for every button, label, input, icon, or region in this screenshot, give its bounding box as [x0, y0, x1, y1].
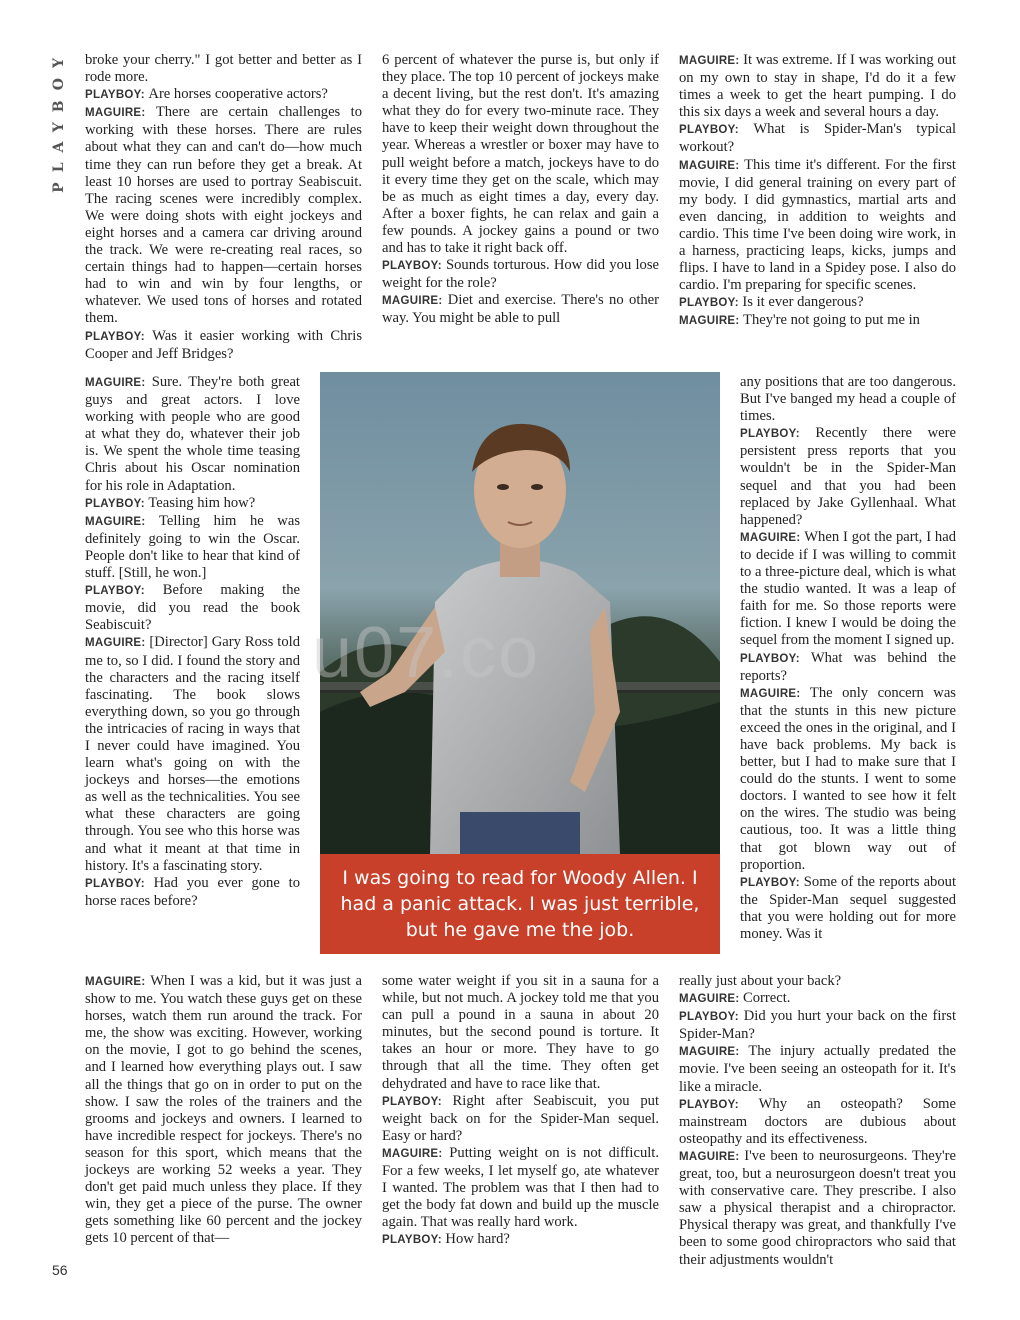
paragraph-text: some water weight if you sit in a sauna for a while, but not much. A jockey told me that you can pull a pound in a sauna in about 20 minutes, but the second pound is torture. It takes an hour or more. They have to go through that all the time. They often get dehydrated and have to race like that.: [382, 973, 659, 1092]
interview-paragraph: [382, 52, 659, 257]
paragraph-text: They're not going to put me in: [743, 312, 920, 329]
interview-paragraph: [382, 292, 659, 327]
pull-quote: I was going to read for Woody Allen. I had a panic attack. I was just terrible, but he gave me the job.: [320, 854, 720, 954]
column-3-mid: [740, 374, 956, 943]
paragraph-text: What is Spider-Man's typical workout?: [679, 121, 956, 156]
interview-paragraph: [679, 1148, 956, 1269]
interview-paragraph: [679, 973, 956, 990]
speaker-label: PLAYBOY:: [740, 428, 816, 441]
interview-paragraph: [679, 52, 956, 121]
paragraph-text: Correct.: [743, 990, 791, 1007]
paragraph-text: Why an osteopath? Some mainstream doctors are dubious about osteopathy and its effectiveness.: [679, 1095, 956, 1147]
side-label-text: PLAYBOY: [51, 48, 67, 193]
paragraph-text: Sounds torturous. How did you lose weight for the role?: [382, 257, 660, 292]
interview-paragraph: [85, 86, 362, 104]
paragraph-text: broke your cherry." I got better and better as I rode more.: [85, 52, 362, 86]
interview-paragraph: [382, 257, 659, 292]
speaker-label: MAGUIRE:: [382, 1147, 450, 1160]
interview-paragraph: [382, 973, 659, 1093]
interview-paragraph: [740, 685, 956, 874]
speaker-label: MAGUIRE:: [382, 295, 448, 308]
interview-paragraph: [85, 634, 300, 874]
paragraph-text: Putting weight on is not difficult. For a few weeks, I let myself go, ate whatever I wanted. The problem was that I then had to get the body fat down and build up the muscle again. That was really hard work.: [382, 1144, 659, 1231]
interview-paragraph: [85, 52, 362, 86]
speaker-label: PLAYBOY:: [382, 1095, 453, 1108]
speaker-label: PLAYBOY:: [85, 877, 154, 890]
interview-paragraph: [679, 1096, 956, 1148]
paragraph-text: Right after Seabiscuit, you put weight back on for the Spider-Man sequel. Easy or hard?: [382, 1092, 660, 1144]
paragraph-text: Are horses cooperative actors?: [148, 86, 328, 103]
paragraph-text: Was it easier working with Chris Cooper and Jeff Bridges?: [85, 327, 363, 362]
paragraph-text: What was behind the reports?: [740, 649, 956, 684]
paragraph-text: [Director] Gary Ross told me to, so I did. I found the story and the characters and the racing itself fascinating. The book slows everything down, so you go through the intricacies of racing in ways that I never could have imagined. You learn what's going on with the jockeys and horses—the emotions as well as the technicalities. You see what these characters are going through. You see who this horse was and what it meant at that time in history. It's a fascinating story.: [85, 634, 300, 874]
paragraph-text: I've been to neurosurgeons. They're great, too, but a neurosurgeon doesn't treat you with conservative care. They prescribe. I also saw a physical therapist and a chiropractor. Physical therapy was great, and thankfully I've been to some good chiropractors who said that their adjustments wouldn't: [679, 1147, 956, 1268]
interview-paragraph: [740, 425, 956, 529]
column-1-top: [85, 52, 362, 363]
interview-paragraph: [679, 121, 956, 156]
column-3-top: [679, 52, 956, 331]
speaker-label: MAGUIRE:: [740, 531, 805, 544]
speaker-label: PLAYBOY:: [85, 497, 149, 510]
interview-paragraph: [85, 875, 300, 910]
interview-paragraph: [85, 973, 362, 1248]
paragraph-text: Recently there were persistent press reports that you wouldn't be in the Spider-Man sequel and that you had been replaced by Jake Gyllenhaal. What happened?: [740, 425, 956, 528]
paragraph-text: Did you hurt your back on the first Spider-Man?: [679, 1008, 957, 1043]
interview-paragraph: [679, 1008, 956, 1043]
paragraph-text: When I was a kid, but it was just a show to me. You watch these guys get on these horses, watch them run around the track. For me, the show was exciting. However, working on the movie, I got to go behind the scenes, and I learned how everything plays out. I saw all the things that go on in order to put on the show. I saw the roles of the trainers and the grooms and jockeys and owners. I learned to have incredible respect for jockeys. There's no season for this sport, which means that the jockeys are working 52 weeks a year. They don't get paid much unless they place. If they win, they get a piece of the purse. The owner gets something like 60 percent and the jockey gets 10 percent of that—: [85, 973, 363, 1247]
column-1-mid: [85, 374, 300, 910]
speaker-label: MAGUIRE:: [85, 377, 152, 389]
speaker-label: PLAYBOY:: [740, 876, 804, 889]
interview-paragraph: [679, 990, 956, 1008]
speaker-label: MAGUIRE:: [679, 159, 745, 172]
interview-paragraph: [679, 1043, 956, 1095]
interview-paragraph: [679, 157, 956, 295]
speaker-label: PLAYBOY:: [679, 297, 743, 310]
paragraph-text: It was extreme. If I was working out on my own to stay in shape, I'd do it a few times a week to get the heart pumping. I do this six days a week and several hours a day.: [679, 52, 957, 121]
speaker-label: PLAYBOY:: [382, 1234, 446, 1247]
paragraph-text: Is it ever dangerous?: [742, 294, 864, 311]
side-label: [46, 48, 66, 193]
speaker-label: PLAYBOY:: [382, 260, 447, 273]
paragraph-text: Diet and exercise. There's no other way. You might be able to pull: [382, 292, 660, 327]
speaker-label: PLAYBOY:: [679, 1098, 759, 1111]
paragraph-text: any positions that are too dangerous. But I've banged my head a couple of times.: [740, 374, 956, 425]
speaker-label: MAGUIRE:: [85, 107, 156, 120]
paragraph-text: The injury actually predated the movie. I've been seeing an osteopath for it. It's like a miracle.: [679, 1043, 956, 1095]
speaker-label: MAGUIRE:: [679, 1150, 745, 1163]
paragraph-text: The only concern was that the stunts in this new picture exceed the ones in the original, and I have back problems. My back is better, but I had to make sure that I could do the stunts. I went to some doctors. I wanted to see how it felt on the wires. The studio was being cautious, too. It was a little thing that got blown way out of proportion.: [740, 684, 956, 873]
interview-paragraph: [740, 650, 956, 685]
speaker-label: MAGUIRE:: [679, 1046, 749, 1059]
interview-paragraph: [85, 513, 300, 582]
paragraph-text: Telling him he was definitely going to win the Oscar. People don't like to hear that kind of stuff. [Still, he won.]: [85, 512, 301, 582]
interview-paragraph: [85, 328, 362, 363]
speaker-label: PLAYBOY:: [85, 89, 149, 102]
paragraph-text: This time it's different. For the first movie, I did general training on every part of my body. I did gymnastics, martial arts and even dancing, in addition to weights and cardio. This time I've been doing wire work, in a harness, practicing leaps, kicks, jumps and flips. I have to land in a Spidey pose. I also do cardio. I'm preparing for specific scenes.: [679, 156, 956, 294]
speaker-label: PLAYBOY:: [740, 652, 811, 665]
speaker-label: MAGUIRE:: [85, 515, 159, 528]
speaker-label: MAGUIRE:: [85, 976, 151, 988]
interview-paragraph: [85, 104, 362, 327]
interview-paragraph: [740, 874, 956, 943]
paragraph-text: There are certain challenges to working with these horses. There are rules about what they can and can't do—how much time they can run before they get a break. At least 10 horses are used to portray Seabiscuit. The racing scenes were incredibly complex. We were doing shots with eight jockeys and eight horses and a camera car driving around the track. We were re-creating real races, so certain things had to happen—certain horses had to win and win by four lengths, or whatever. We used tons of horses and rotated them.: [85, 104, 362, 327]
speaker-label: MAGUIRE:: [740, 687, 810, 700]
column-2-top: [382, 52, 659, 328]
speaker-label: MAGUIRE:: [679, 315, 744, 328]
column-2-bottom: [382, 973, 659, 1250]
paragraph-text: How hard?: [445, 1231, 510, 1248]
speaker-label: PLAYBOY:: [679, 1011, 744, 1024]
paragraph-text: really just about your back?: [679, 973, 842, 989]
speaker-label: MAGUIRE:: [679, 993, 744, 1006]
watermark: u07.co: [312, 613, 541, 693]
interview-paragraph: [679, 294, 956, 312]
interview-paragraph: [382, 1145, 659, 1231]
paragraph-text: Some of the reports about the Spider-Man sequel suggested that you were holding out for more money. Was it: [740, 873, 957, 942]
paragraph-text: Sure. They're both great guys and great actors. I love working with people who are good at what they do, whatever their job is. We spent the whole time teasing Chris about his Oscar nomination for his role in Adaptation.: [85, 374, 300, 494]
interview-paragraph: [740, 374, 956, 425]
speaker-label: PLAYBOY:: [85, 585, 163, 598]
interview-paragraph: [740, 529, 956, 650]
interview-paragraph: [382, 1231, 659, 1249]
speaker-label: MAGUIRE:: [85, 637, 150, 650]
interview-paragraph: [85, 495, 300, 513]
column-1-bottom: [85, 973, 362, 1248]
interview-paragraph: [382, 1093, 659, 1145]
column-3-bottom: [679, 973, 956, 1269]
interview-paragraph: [679, 312, 956, 330]
paragraph-text: Before making the movie, did you read the book Seabiscuit?: [85, 582, 300, 634]
speaker-label: PLAYBOY:: [679, 124, 754, 137]
speaker-label: MAGUIRE:: [679, 55, 744, 67]
paragraph-text: 6 percent of whatever the purse is, but only if they place. The top 10 percent of jockeys make a decent living, but the rest don't. It's amazing what they do for every two-minute race. They have to keep their weight down throughout the year. Whereas a wrestler or boxer may have to pull weight before a match, jockeys have to do it every time they get on the scale, which may be as much as eight times a day, every day. After a boxer fights, he can relax and gain a few pounds. A jockey gains a pound or two and has to take it right back off.: [382, 52, 659, 257]
page-number: 56: [52, 1262, 68, 1278]
paragraph-text: Teasing him how?: [148, 494, 256, 511]
paragraph-text: Had you ever gone to horse races before?: [85, 874, 301, 909]
interview-paragraph: [85, 374, 300, 495]
speaker-label: PLAYBOY:: [85, 330, 153, 343]
paragraph-text: When I got the part, I had to decide if I was willing to commit to a three-picture deal, which is what the studio wanted. It was a leap of faith for me. So those reports were fiction. I knew I would be doing the sequel from the moment I signed up.: [740, 528, 956, 649]
interview-paragraph: [85, 582, 300, 634]
